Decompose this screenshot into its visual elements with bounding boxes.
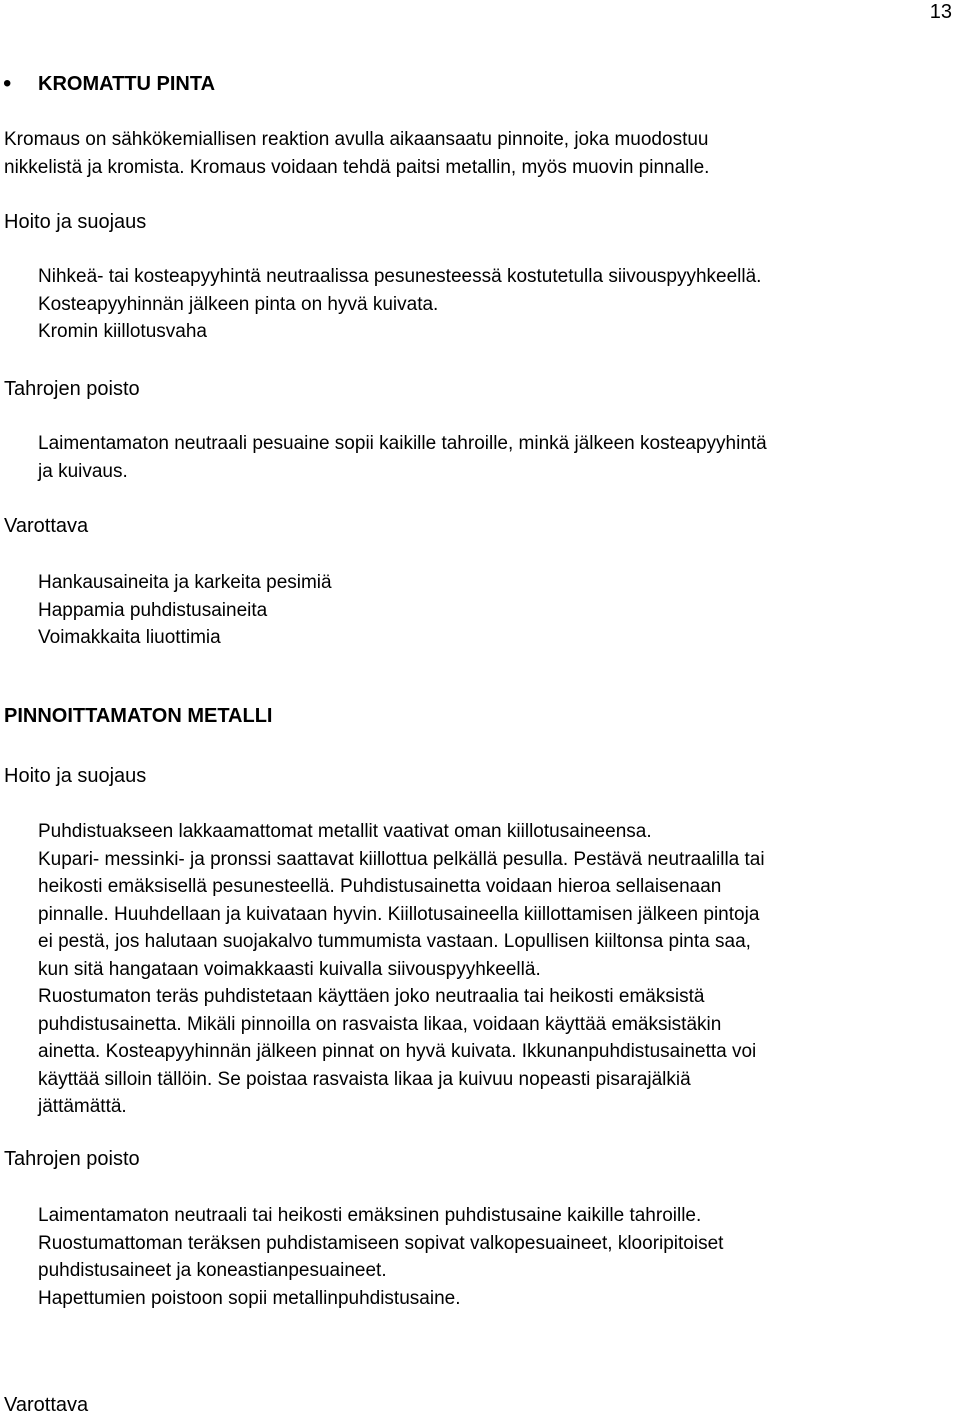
care-line: jättämättä. (38, 1096, 127, 1117)
stain-line: Laimentamaton neutraali pesuaine sopii kaikille tahroille, minkä jälkeen kosteapyyhintä (38, 433, 767, 454)
care-line: Kupari- messinki- ja pronssi saattavat kiillottua pelkällä pesulla. Pestävä neutraalilla tai (38, 848, 765, 870)
stain-line: ja kuivaus. (38, 460, 128, 482)
care-line: pinnalle. Huuhdellaan ja kuivataan hyvin. Kiillotusaineella kiillottamisen jälkeen pintoja (38, 903, 760, 925)
care-line: ei pestä, jos halutaan suojakalvo tummumista vastaan. Lopullisen kiiltonsa pinta saa, (38, 931, 751, 952)
intro-line: Kromaus on sähkökemiallisen reaktion avulla aikaansaatu pinnoite, joka muodostuu (4, 129, 709, 150)
care-line: ainetta. Kosteapyyhinnän jälkeen pinnat on hyvä kuivata. Ikkunanpuhdistusainetta voi (38, 1041, 757, 1062)
stain-line: puhdistusaineet ja koneastianpesuaineet. (38, 1260, 387, 1281)
care-line: puhdistusainetta. Mikäli pinnoilla on rasvaista likaa, voidaan käyttää emäksistäkin (38, 1013, 722, 1035)
avoid-heading: Varottava (4, 515, 89, 537)
care-line: heikosti emäksisellä pesunesteellä. Puhdistusainetta voidaan hieroa sellaisenaan (38, 876, 722, 897)
avoid-item: Happamia puhdistusaineita (38, 599, 268, 621)
section-title-uncoated-metal: PINNOITTAMATON METALLI (4, 705, 273, 727)
stain-line: Hapettumien poistoon sopii metallinpuhdistusaine. (38, 1287, 461, 1309)
avoid-item: Voimakkaita liuottimia (38, 627, 221, 648)
care-line: Puhdistuakseen lakkaamattomat metallit vaativat oman kiillotusaineensa. (38, 821, 652, 842)
care-line: Kromin kiillotusvaha (38, 321, 207, 342)
stain-line: Ruostumattoman teräksen puhdistamiseen sopivat valkopesuaineet, klooripitoiset (38, 1232, 724, 1254)
care-line: Kosteapyyhinnän jälkeen pinta on hyvä kuivata. (38, 293, 439, 315)
stain-heading: Tahrojen poisto (4, 378, 140, 400)
stain-line: Laimentamaton neutraali tai heikosti emäksinen puhdistusaine kaikille tahroille. (38, 1205, 702, 1226)
care-line: käyttää silloin tällöin. Se poistaa rasvaista likaa ja kuivuu nopeasti pisarajälkiä (38, 1068, 691, 1090)
page-number: 13 (929, 1, 952, 23)
care-heading: Hoito ja suojaus (4, 211, 147, 233)
care-line: Ruostumaton teräs puhdistetaan käyttäen joko neutraalia tai heikosti emäksistä (38, 986, 705, 1007)
care-line: Nihkeä- tai kosteapyyhintä neutraalissa pesunesteessä kostutetulla siivouspyyhkeellä. (38, 266, 762, 287)
section-title-chromed: KROMATTU PINTA (38, 73, 216, 95)
avoid-heading: Varottava (4, 1394, 89, 1416)
stain-heading: Tahrojen poisto (4, 1148, 140, 1170)
avoid-item: Hankausaineita ja karkeita pesimiä (38, 572, 332, 593)
care-heading: Hoito ja suojaus (4, 765, 147, 787)
intro-line: nikkelistä ja kromista. Kromaus voidaan tehdä paitsi metallin, myös muovin pinnalle. (4, 156, 710, 178)
bullet-icon: • (3, 70, 12, 97)
care-line: kun sitä hangataan voimakkaasti kuivalla siivouspyyhkeellä. (38, 958, 541, 980)
